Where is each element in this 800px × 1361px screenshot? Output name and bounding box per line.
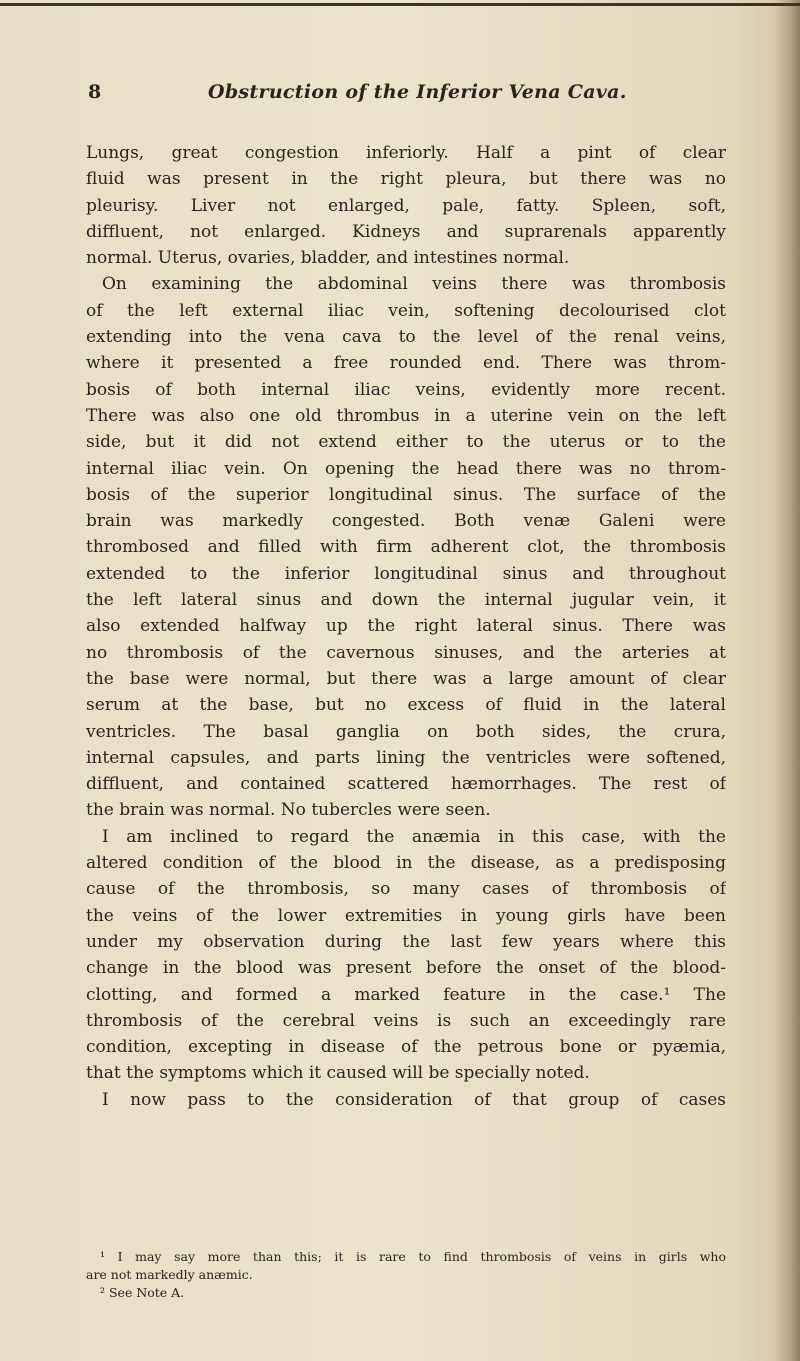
page-header — [88, 81, 738, 111]
text-line: the left lateral sinus and down the internal jugular vein, it — [86, 590, 726, 611]
page-number: 8 — [88, 81, 102, 103]
text-line: under my observation during the last few years where this — [86, 931, 726, 952]
top-rule — [0, 3, 800, 6]
text-line: altered condition of the blood in the disease, as a predisposing — [86, 853, 726, 874]
text-line: bosis of both internal iliac veins, evidently more recent. — [86, 379, 726, 400]
footnote-line: are not markedly anæmic. — [86, 1267, 253, 1282]
text-line: also extended halfway up the right lateral sinus. There was — [86, 616, 726, 637]
text-line: internal iliac vein. On opening the head there was no throm- — [86, 458, 726, 479]
text-line: ventricles. The basal ganglia on both sides, the crura, — [86, 721, 726, 742]
footnote-line: ¹ I may say more than this; it is rare to find thrombosis of veins in girls who — [100, 1249, 726, 1264]
text-line: change in the blood was present before the onset of the blood- — [86, 958, 726, 979]
text-line: cause of the thrombosis, so many cases of thrombosis of — [86, 879, 726, 900]
text-line: of the left external iliac vein, softening decolourised clot — [86, 300, 726, 321]
text-line: pleurisy. Liver not enlarged, pale, fatty. Spleen, soft, — [86, 195, 726, 216]
footnote-line: ² See Note A. — [100, 1285, 185, 1300]
text-line: brain was markedly congested. Both venæ Galeni were — [86, 511, 726, 532]
text-line: Lungs, great congestion inferiorly. Half a pint of clear — [86, 143, 726, 163]
text-line: thrombosis of the cerebral veins is such an exceedingly rare — [86, 1010, 726, 1031]
text-line: the veins of the lower extremities in young girls have been — [86, 905, 726, 926]
text-line: side, but it did not extend either to the uterus or to the — [86, 432, 726, 453]
page-edge-shadow — [774, 0, 800, 1361]
text-line: that the symptoms which it caused will be specially noted. — [86, 1063, 590, 1084]
text-line: the brain was normal. No tubercles were seen. — [86, 800, 491, 821]
text-line: thrombosed and filled with firm adherent clot, the thrombosis — [86, 537, 726, 558]
text-line: where it presented a free rounded end. There was throm- — [86, 353, 726, 374]
text-line: extending into the vena cava to the level of the renal veins, — [86, 327, 726, 348]
text-line: diffluent, not enlarged. Kidneys and suprarenals apparently — [86, 221, 726, 242]
text-line: bosis of the superior longitudinal sinus. The surface of the — [86, 484, 726, 505]
text-line: clotting, and formed a marked feature in the case.¹ The — [86, 984, 726, 1005]
text-line: fluid was present in the right pleura, but there was no — [86, 169, 726, 190]
text-line: the base were normal, but there was a large amount of clear — [86, 668, 726, 689]
text-line: I am inclined to regard the anæmia in this case, with the — [102, 826, 726, 847]
running-head: Obstruction of the Inferior Vena Cava. — [208, 81, 627, 103]
body-text — [86, 140, 726, 1113]
text-line: condition, excepting in disease of the petrous bone or pyæmia, — [86, 1037, 726, 1058]
text-line: no thrombosis of the cavernous sinuses, and the arteries at — [86, 642, 726, 663]
text-line: There was also one old thrombus in a uterine vein on the left — [86, 405, 726, 426]
text-line: diffluent, and contained scattered hæmorrhages. The rest of — [86, 774, 726, 795]
text-line: serum at the base, but no excess of fluid in the lateral — [86, 695, 726, 716]
text-line: I now pass to the consideration of that group of cases — [102, 1089, 726, 1110]
text-line: internal capsules, and parts lining the ventricles were softened, — [86, 747, 726, 768]
text-line: extended to the inferior longitudinal sinus and throughout — [86, 563, 726, 584]
text-line: On examining the abdominal veins there was thrombosis — [102, 274, 726, 295]
text-line: normal. Uterus, ovaries, bladder, and intestines normal. — [86, 248, 570, 269]
footnotes — [86, 1248, 726, 1302]
